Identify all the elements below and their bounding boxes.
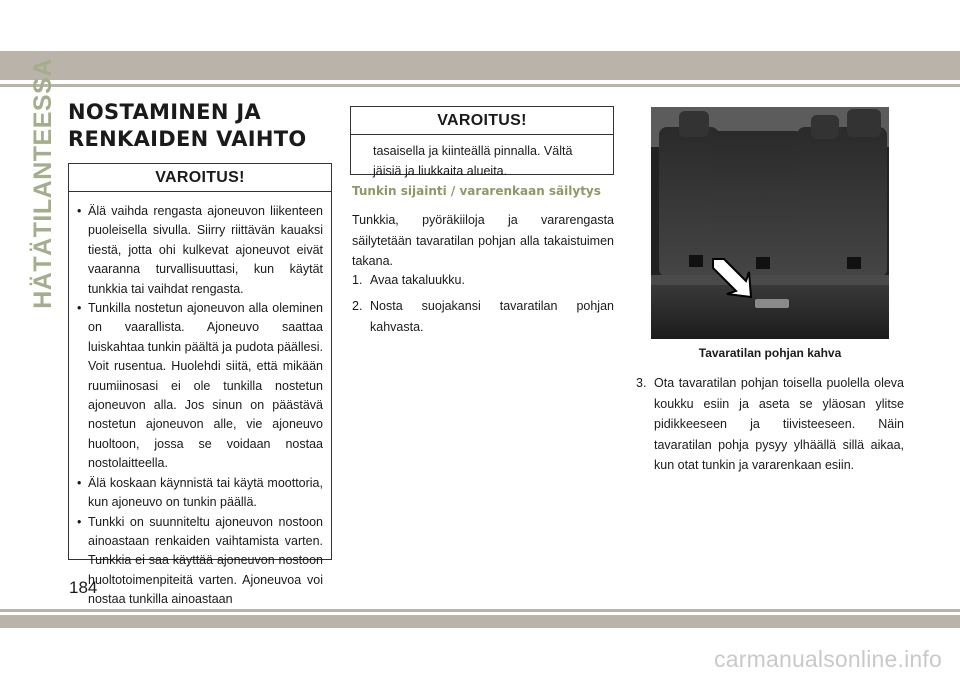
warning-continued-text: tasaisella ja kiinteällä pinnalla. Vältä jäisiä ja liukkaita alueita.: [373, 144, 573, 178]
watermark: carmanualsonline.info: [714, 646, 942, 672]
warning-title: VAROITUS!: [351, 107, 613, 135]
seat-latch: [689, 255, 703, 267]
header-rule: [0, 84, 960, 87]
step-1: [352, 270, 614, 291]
step-number: 2.: [352, 299, 363, 313]
floor-handle: [755, 299, 789, 308]
headrest-right: [847, 109, 881, 137]
warning-list: [69, 192, 331, 610]
warning-item: • Tunkilla nostetun ajoneuvon alla oleminen on vaarallista. Ajoneuvo saattaa luiskahtaa tunkin päältä ja pudota päällesi. Voit rusentua. Huolehdi siitä, että mikään ruumiinosasi ei ole tunkilla nostetun ajoneuvon alla. Jos sinun on päästävä nostetun ajoneuvon alle, vie ajoneuvo huoltoon, jossa se voidaan nostaa nostolaitteella.: [74, 299, 323, 474]
warning-item: • Älä vaihda rengasta ajoneuvon liikenteen puoleisella sivulla. Siirry riittävän kauaksi tiestä, jotta ohi kulkevat ajoneuvot eivät vaaranna turvallisuuttasi, kun käytät tunkkia tai vaihdat rengasta.: [74, 202, 323, 299]
section-intro: Tunkkia, pyöräkiiloja ja vararengasta säilytetään tavaratilan pohjan alla takaistuimen takana.: [352, 213, 614, 268]
page-number: 184: [69, 578, 98, 597]
page-heading: [68, 99, 307, 153]
warning-item: • Tunkki on suunniteltu ajoneuvon nostoon ainoastaan renkaiden vaihtamista varten. Tunkkia ei saa käyttää ajoneuvon nostoon huoltotoimenpiteitä varten. Ajoneuvoa voi nostaa tunkilla ainoastaan: [74, 513, 323, 610]
step-2: [352, 296, 614, 337]
step-text: Avaa takaluukku.: [370, 273, 465, 287]
seat-latch: [756, 257, 770, 269]
warning-item: • Älä koskaan käynnistä tai käytä moottoria, kun ajoneuvo on tunkin päällä.: [74, 474, 323, 513]
seat-middle: [711, 131, 803, 277]
chapter-side-title-text: HÄTÄTILANTEESSA: [28, 57, 57, 309]
photo-caption: Tavaratilan pohjan kahva: [698, 346, 842, 360]
seat-left: [659, 127, 719, 277]
floor-edge: [651, 275, 889, 285]
warning-box-2: [350, 106, 614, 178]
headrest-left: [679, 111, 709, 137]
seat-latch: [847, 257, 861, 269]
chapter-side-title: [28, 57, 58, 309]
header-band: [0, 51, 960, 80]
step-number: 3.: [636, 376, 647, 390]
section-title: Tunkin sijainti / vararenkaan säilytys: [352, 184, 601, 198]
cargo-floor-photo: [651, 107, 889, 339]
step-text: Ota tavaratilan pohjan toisella puolella oleva koukku esiin ja aseta se yläosan ylitse pidikkeeseen ja tiivisteeseen. Näin tavaratilan pohja pysyy ylhäällä sillä aikaa, kun otat tunkin ja vararenkaan esiin.: [654, 376, 904, 472]
page-heading-line1: NOSTAMINEN JA: [68, 100, 261, 124]
step-3: [636, 373, 904, 476]
headrest-middle: [811, 115, 839, 139]
seat-right: [797, 127, 887, 277]
page-heading-line2: RENKAIDEN VAIHTO: [68, 127, 307, 151]
step-number: 1.: [352, 273, 363, 287]
cargo-floor: [651, 283, 889, 339]
footer-rule: [0, 609, 960, 612]
footer-band: [0, 615, 960, 628]
step-text: Nosta suojakansi tavaratilan pohjan kahvasta.: [370, 299, 614, 334]
warning-title: VAROITUS!: [69, 164, 331, 192]
